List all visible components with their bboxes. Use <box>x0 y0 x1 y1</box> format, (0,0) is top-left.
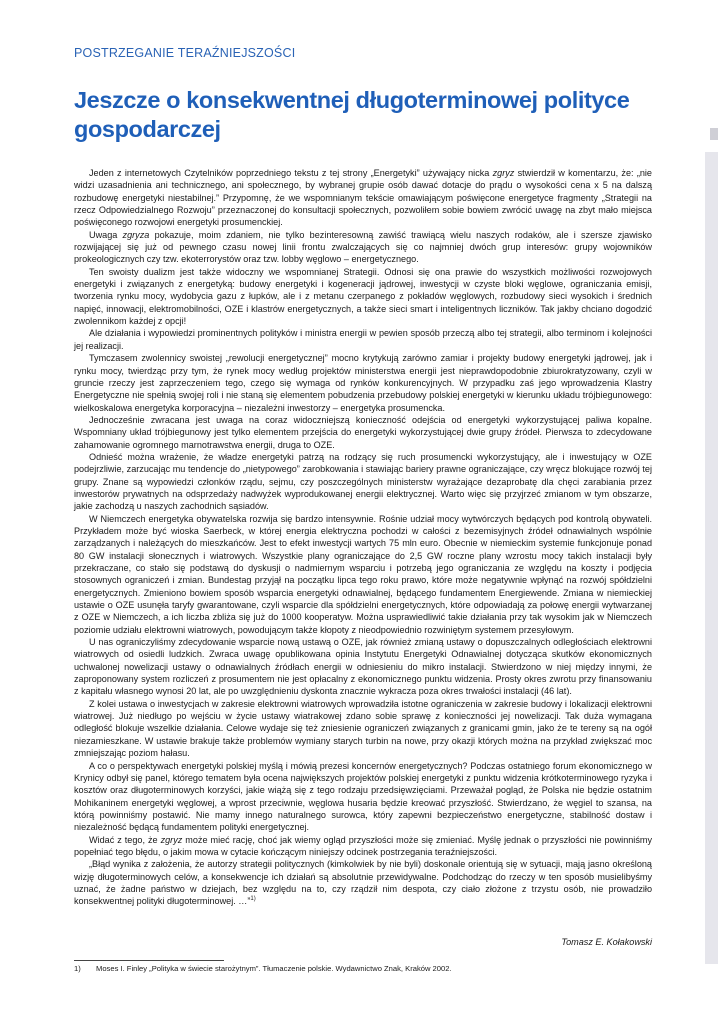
italic-term: zgryz <box>492 168 515 178</box>
paragraph: W Niemczech energetyka obywatelska rozwija się bardzo intensywnie. Rośnie udział mocy wytwórczych będących pod kontrolą obywateli. Przykładem może być wioska Saerbeck, w której energia elektryczna pochodzi w całości z bezemisyjnych źródeł odnawialnych wspólnie zarządzanych i należących do mieszkańców. Jest to efekt inwestycji wartych 75 mln euro. Obecnie w niemieckim systemie funkcjonuje ponad 80 GW instalacji słonecznych i wiatrowych. Wszystkie plany ograniczające do 2,5 GW roczne plany wzrostu mocy takich instalacji były przekraczane, co stało się podstawą do dyskusji o nadmiernym wsparciu i potrzebą jego ograniczania ze względu na koszty i podjęcia stosownych ograniczeń i zmian. Bundestag przyjął na początku lipca tego roku prawo, które może negatywnie wpłynąć na rozwój spółdzielni energetycznych. Zmieniono bowiem sposób wsparcia energetyki odnawialnej, będącego fundamentem Energiewende. Zmiana w niemieckiej ustawie o OZE usunęła taryfy gwarantowane, czyli wsparcie dla spółdzielni energetycznych, które odpowiadają za połowę energii wytwarzanej z OZE w Niemczech, a ich liczba zbliża się już do 1000 kooperatyw. Można usprawiedliwić takie działania przy tak wysokim jak w Niemczech poziomie udziału elektrowni wiatrowych, powodującym także kłopoty z nieodpowiednio rozwiniętym systemem przesyłowym. <box>74 513 652 635</box>
section-label: POSTRZEGANIE TERAŹNIEJSZOŚCI <box>74 46 296 60</box>
italic-term: zgryza <box>122 229 150 240</box>
paragraph: Tymczasem zwolennicy swoistej „rewolucji energetycznej” mocno krytykują zarówno zamiar i projekty budowy energetyki jądrowej, jak i rynku mocy, twierdząc przy tym, że rynek mocy według projektów ministerstwa energii jest nieprawdopodobnie zbiurokratyzowany, czyli w gruncie rzeczy jest zaprzeczeniem tego, czego się wymaga od rynków konkurencyjnych. W przypadku zaś jego wprowadzenia Klastry Energetyczne nie spełnią swojej roli i nie staną się elementem pobudzenia przebudowy polskiej energetyki w kierunku układu trójbiegunowego: wielkoskalowa energetyka korporacyjna – niezależni inwestorzy – energetyka prosumencka. <box>74 353 652 413</box>
footnote-divider <box>74 960 224 961</box>
italic-term: zgryz <box>160 834 183 845</box>
paragraph: „Błąd wynika z założenia, że autorzy strategii politycznych (kimkolwiek by nie byli) doskonale orientują się w sytuacji, mają jasno określoną wizję długoterminowych celów, a konsekwencje ich działań są absolutnie przewidywalne. Podchodząc do rzeczy w ten sposób musielibyśmy uznać, że żadne państwo w dziejach, bez względu na to, czy rządził nim despota, czy ciało złożone z trzystu osób, nie prowadziło konsekwentnej polityki długoterminowej. …”$^{1)}$ <box>74 859 652 907</box>
paragraph: Z kolei ustawa o inwestycjach w zakresie elektrowni wiatrowych wprowadziła istotne ograniczenia w zakresie budowy i lokalizacji elektrowni wiatrowej. Już niedługo po wejściu w życie ustawy wiatrakowej zdano sobie sprawę z konieczności jej nowelizacji. Tak duża wymagana odległość blokuje wszelkie działania. Celowe wydaje się też zniesienie ograniczeń związanych z granicami gmin, jako że te tereny są na ogół niezamieszkane. W ustawie brakuje także problemów wymiany starych turbin na nowe, przy okazji których można na przykład zwiększać moc zmniejszając poziom hałasu. <box>74 698 652 759</box>
paragraph: Ale działania i wypowiedzi prominentnych polityków i ministra energii w pewien sposób przeczą albo tej strategii, albo terminom i kolejności jej realizacji. <box>74 328 652 351</box>
footnote-text: Moses I. Finley „Polityka w świecie starożytnym”. Tłumaczenie polskie. Wydawnictwo Znak, Kraków 2002. <box>96 964 452 973</box>
footnote-ref: 1) <box>250 896 256 903</box>
article-title: Jeszcze o konsekwentnej długoterminowej polityce gospodarczej <box>74 87 630 142</box>
paragraph: Uwaga zgryza pokazuje, moim zdaniem, nie tylko bezinteresowną zawiść trawiącą wielu naszych rodaków, ale i szersze zjawisko rozwijającej się już od pewnego czasu nowej linii frontu zwalczających się co najmniej dwóch grup interesów: grupy wojowników prokeologicznych czy tzw. ekoterrorystów oraz tzw. lobby węglowo – energetycznego. <box>74 229 652 265</box>
footnote <box>74 964 654 974</box>
paragraph: Jeden z internetowych Czytelników poprzedniego tekstu z tej strony „Energetyki” używający nicka zgryz stwierdził w komentarzu, że: „nie widzi uzasadnienia ani technicznego, ani społecznego, by wybranej grupie osób dawać dotacje do prądu o wysokości cena x 5 na dalszą rozbudowę energetyki niestabilnej.” Przypomnę, że we wspomnianym tekście omawiającym poświęcone energetyce fragmenty „Strategii na rzecz Odpowiedzialnego Rozwoju” przeznaczonej do konsultacji społecznych, pozwoliłem sobie bowiem zwrócić uwagę na zbyt mało miejsca poświęconego rozwojowi energetyki prosumenckiej. <box>74 168 652 228</box>
article-body <box>74 167 652 908</box>
paragraph: Jednocześnie zwracana jest uwaga na coraz widoczniejszą konieczność odejścia od energetyki wykorzystującej paliwa kopalne. Wspomniany układ trójbiegunowy jest tylko elementem przejścia do energetyki wykorzystującej dwie grupy źródeł. Pierwsza to zdecydowane zahamowanie ogromnego marnotrawstwa energii, druga to OZE. <box>74 414 652 450</box>
paragraph: U nas ograniczyliśmy zdecydowanie wsparcie nową ustawą o OZE, jak również zmianą ustawy o dopuszczalnych odległościach elektrowni wiatrowych od osiedli ludzkich. Zwraca uwagę opublikowana opinia Instytutu Energetyki Odnawialnej dotycząca skutków ekonomicznych uchwalonej nowelizacji ustawy o odnawialnych źródłach energii w odniesieniu do mikro instalacji. Stwierdzono w niej między innymi, że zaproponowany system rozliczeń z prosumentem nie jest opłacalny z ekonomicznego punktu widzenia. Prosty okres zwrotu przy finansowaniu z kapitału własnego wynosi 20 lat, ale po uwzględnieniu dyskonta znacznie wykracza poza okres trwałości instalacji (46 lat). <box>74 637 652 697</box>
author-signature: Tomasz E. Kołakowski <box>561 937 652 947</box>
paragraph: Odnieść można wrażenie, że władze energetyki patrzą na rodzący się ruch prosumencki wykorzystujący, ale i inwestujący w OZE podejrzliwie, zarzucając mu tendencje do „nietypowego” zarobkowania i stawiając bariery prawne ograniczające, czy wręcz blokujące rozwój tej grupy. Znane są wypowiedzi członków rządu, sejmu, czy poszczególnych ministerstw wyrażające dezaprobatę dla chęci zarabiania przez inwestorów prywatnych na odsprzedaży nadwyżek wyprodukowanej energii elektrycznej. Warto więc się przyjrzeć zmianom w tym obszarze, jakie zachodzą u naszych zachodnich sąsiadów. <box>74 451 652 512</box>
paragraph: A co o perspektywach energetyki polskiej myślą i mówią prezesi koncernów energetycznych? Podczas ostatniego forum ekonomicznego w Krynicy odbył się panel, którego tematem była ocena największych projektów polskiej energetyki z punktu widzenia krótkoterminowego ryzyka i kosztów oraz długoterminowych korzyści, jakie wiążą się z tego rodzaju przedsięwzięciami. Przeważał pogląd, że Polska nie będzie ostatnim Mohikaninem energetyki węglowej, a wprost przeciwnie, węglowa husaria będzie kreować przyszłość. Stwierdzano, że węgiel to szansa, na którą powinniśmy postawić. Nie mamy innego naturalnego surowca, który zapewni bezpieczeństwo energetyczne, stabilność dostaw i niezależność będącą fundamentem polityki energetycznej. <box>74 760 652 833</box>
footnote-number: 1) <box>74 964 81 973</box>
page-edge-tab <box>705 152 718 964</box>
paragraph: Ten swoisty dualizm jest także widoczny we wspomnianej Strategii. Odnosi się ona prawie do wszystkich możliwości rozwojowych energetyki i związanych z energetyką: budowy energetyki i kogeneracji jądrowej, inwestycji w czyste bloki węglowe, ograniczania emisji, tworzenia rynku mocy, wydobycia gazu z łupków, ale i z metanu czerpanego z pokładów węglowych, rozbudowy sieci wysokich i średnich napięć, innowacji, elektromobilności, OZE i klastrów energetycznych, a także sieci smart i inteligentnych liczników. Tak jakby chciano dogodzić zwolennikom każdej z opcji! <box>74 266 652 327</box>
paragraph: Widać z tego, że zgryz może mieć rację, choć jak wiemy ogląd przyszłości może się zmieniać. Myślę jednak o przyszłości nie powinniśmy popełniać tego błędu, o jakim mowa w cytacie kończącym niniejszy odcinek postrzegania teraźniejszości. <box>74 834 652 857</box>
page-edge-marker <box>710 128 718 140</box>
